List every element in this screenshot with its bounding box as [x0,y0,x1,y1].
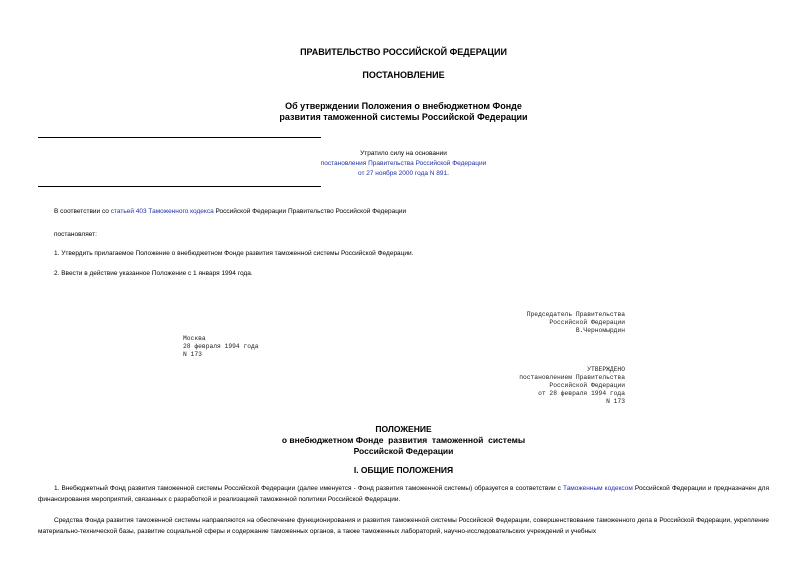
resolves-paragraph: постановляет: [54,231,97,238]
approval-line-5: N 173 [606,398,625,405]
lost-force-text: Утратило силу на основании [360,150,447,157]
regulation-title-line-2: о внебюджетном Фонде развития таможенной системы [281,435,526,445]
regulation-paragraph-2: Средства Фонда развития таможенной системы направляются на обеспечение функционирования и развития таможенной системы Российской Федерации, совершенствование таможенного дела в Российской Федерации, укрепление материально-технической базы, развитие социальной сферы и содержание таможенных органов, а также таможенных лабораторий, научно-исследовательских учреждений и учебных [38,517,769,535]
document-type-heading: ПОСТАНОВЛЕНИЕ [362,70,445,80]
notice-period: . [447,170,449,177]
preamble-text-end: Российской Федерации Правительство Российской Федерации [213,208,407,215]
document-title [0,101,807,123]
regulation-title-line-1: ПОЛОЖЕНИЕ [375,424,432,434]
signature-line-3: В.Черномырдин [575,327,625,334]
preamble-paragraph [54,208,406,215]
approval-line-2: постановлением Правительства [519,374,625,381]
regulation-title-line-3: Российской Федерации [353,446,454,456]
signature-line-1: Председатель Правительства [526,311,625,318]
clause-2-paragraph: 2. Ввести в действие указанное Положение с 1 января 1994 года. [54,270,253,277]
document-title-line-1: Об утверждении Положения о внебюджетном Фонде [285,101,522,111]
preamble-text-start: В соответствии со [54,208,111,215]
lost-force-notice [0,149,807,179]
regulation-title [0,424,807,457]
repeal-decree-link-line-1[interactable]: постановления Правительства Российской Федерации [320,160,487,167]
regulation-paragraph-1-end: Российской Федерации и предназначен для финансирования мероприятий, связанных с разработкой и реализацией таможенной политики Российской Федерации. [38,485,769,503]
approval-line-3: Российской Федерации [549,382,625,389]
section-heading: I. ОБЩИЕ ПОЛОЖЕНИЯ [353,465,454,475]
customs-code-link[interactable]: Таможенным кодексом [563,485,633,492]
repeal-decree-link-line-2[interactable]: от 27 ноября 2000 года N 891 [358,170,448,177]
regulation-paragraph-1-start: 1. Внебюджетный Фонд развития таможенной системы Российской Федерации (далее именуется - Фонд развития таможенной системы) образуется в соответствии с [54,485,564,492]
signature-block [500,311,625,335]
clause-1-paragraph: 1. Утвердить прилагаемое Положение о внебюджетном Фонде развития таможенной системы Российской Федерации. [54,250,414,257]
divider-top [38,137,321,138]
approval-stamp-block [490,366,625,406]
place-date: 28 февраля 1994 года [183,343,259,350]
place-number: N 173 [183,351,202,358]
document-title-line-2: развития таможенной системы Российской Федерации [279,112,528,122]
regulation-paragraph-1 [38,484,769,505]
approval-line-1: УТВЕРЖДЕНО [587,366,625,373]
divider-bottom [38,186,321,187]
place-date-block [183,335,259,359]
approval-line-4: от 28 февраля 1994 года [538,390,625,397]
place-city: Москва [183,335,206,342]
government-heading: ПРАВИТЕЛЬСТВО РОССИЙСКОЙ ФЕДЕРАЦИИ [300,47,507,57]
customs-code-article-link[interactable]: статьей 403 Таможенного кодекса [110,208,214,215]
signature-line-2: Российской Федерации [549,319,625,326]
